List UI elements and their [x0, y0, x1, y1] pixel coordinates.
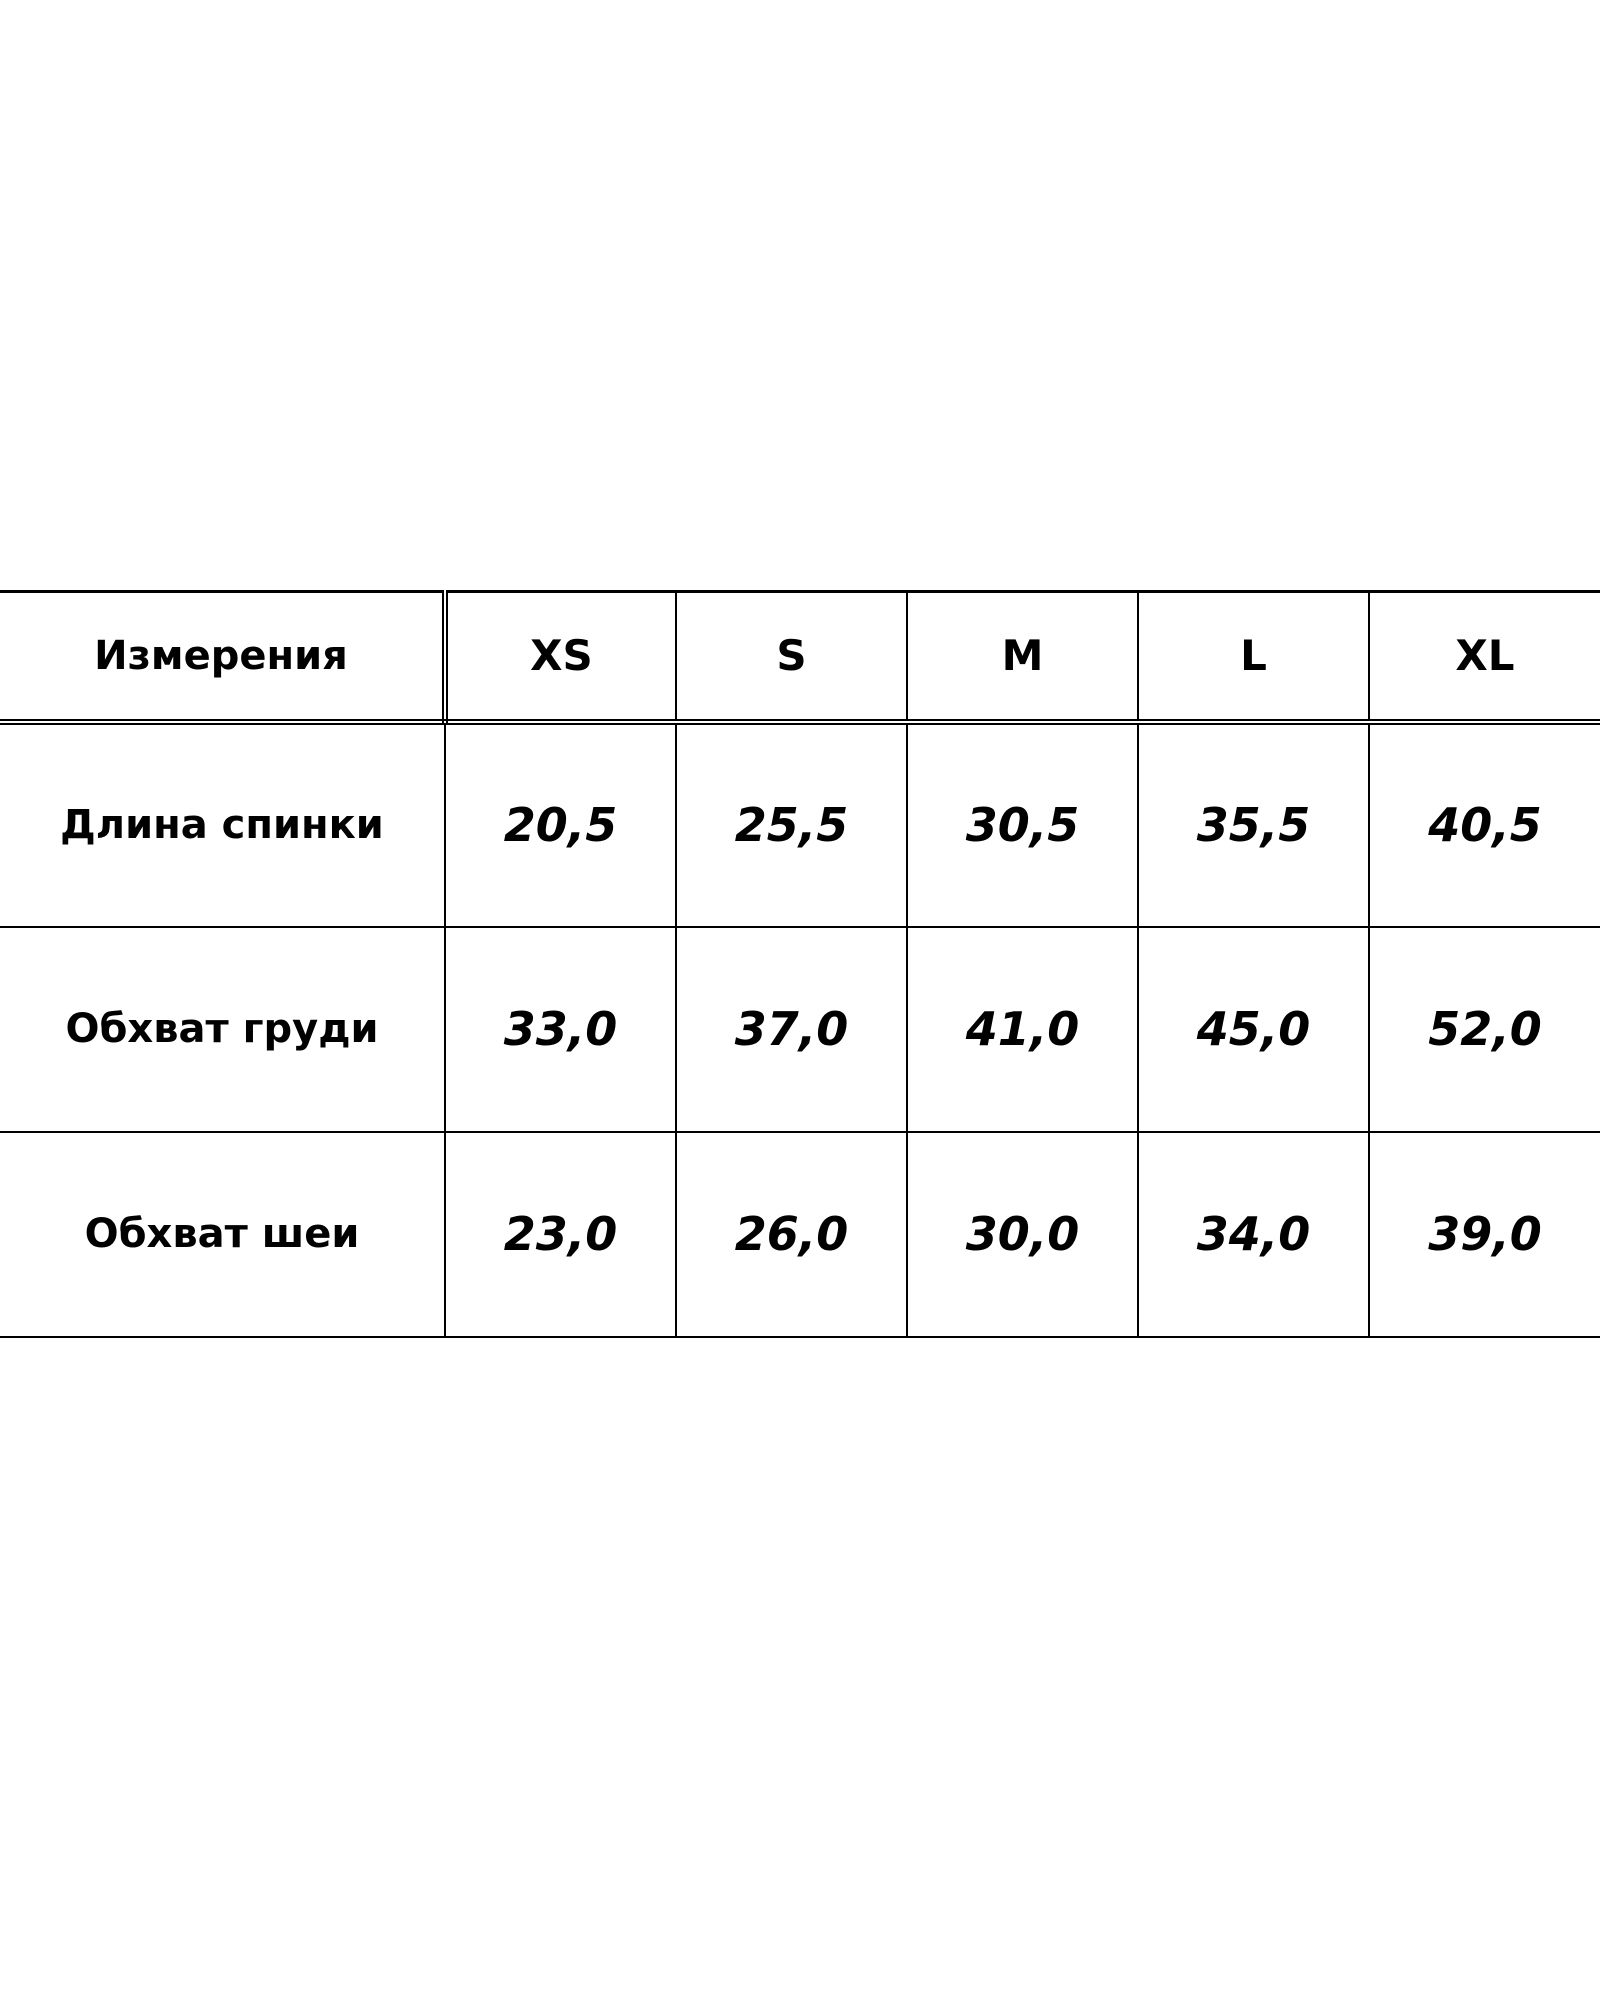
- table-row: [0, 722, 1600, 927]
- cell-value: 45,0: [1138, 927, 1369, 1132]
- row-label-chest-girth: Обхват груди: [0, 927, 445, 1132]
- table-row: [0, 1132, 1600, 1337]
- header-size-xs: XS: [445, 592, 676, 722]
- header-measurements: Измерения: [0, 592, 445, 722]
- cell-value: 40,5: [1369, 722, 1600, 927]
- header-size-m: M: [907, 592, 1138, 722]
- cell-value: 30,5: [907, 722, 1138, 927]
- table-header-row: [0, 592, 1600, 722]
- header-size-s: S: [676, 592, 907, 722]
- cell-value: 39,0: [1369, 1132, 1600, 1337]
- header-size-xl: XL: [1369, 592, 1600, 722]
- cell-value: 34,0: [1138, 1132, 1369, 1337]
- size-chart-table: [0, 590, 1600, 1338]
- cell-value: 35,5: [1138, 722, 1369, 927]
- row-label-back-length: Длина спинки: [0, 722, 445, 927]
- cell-value: 23,0: [445, 1132, 676, 1337]
- header-size-l: L: [1138, 592, 1369, 722]
- table-row: [0, 927, 1600, 1132]
- cell-value: 37,0: [676, 927, 907, 1132]
- row-label-neck-girth: Обхват шеи: [0, 1132, 445, 1337]
- cell-value: 26,0: [676, 1132, 907, 1337]
- cell-value: 41,0: [907, 927, 1138, 1132]
- cell-value: 30,0: [907, 1132, 1138, 1337]
- cell-value: 33,0: [445, 927, 676, 1132]
- cell-value: 25,5: [676, 722, 907, 927]
- cell-value: 20,5: [445, 722, 676, 927]
- cell-value: 52,0: [1369, 927, 1600, 1132]
